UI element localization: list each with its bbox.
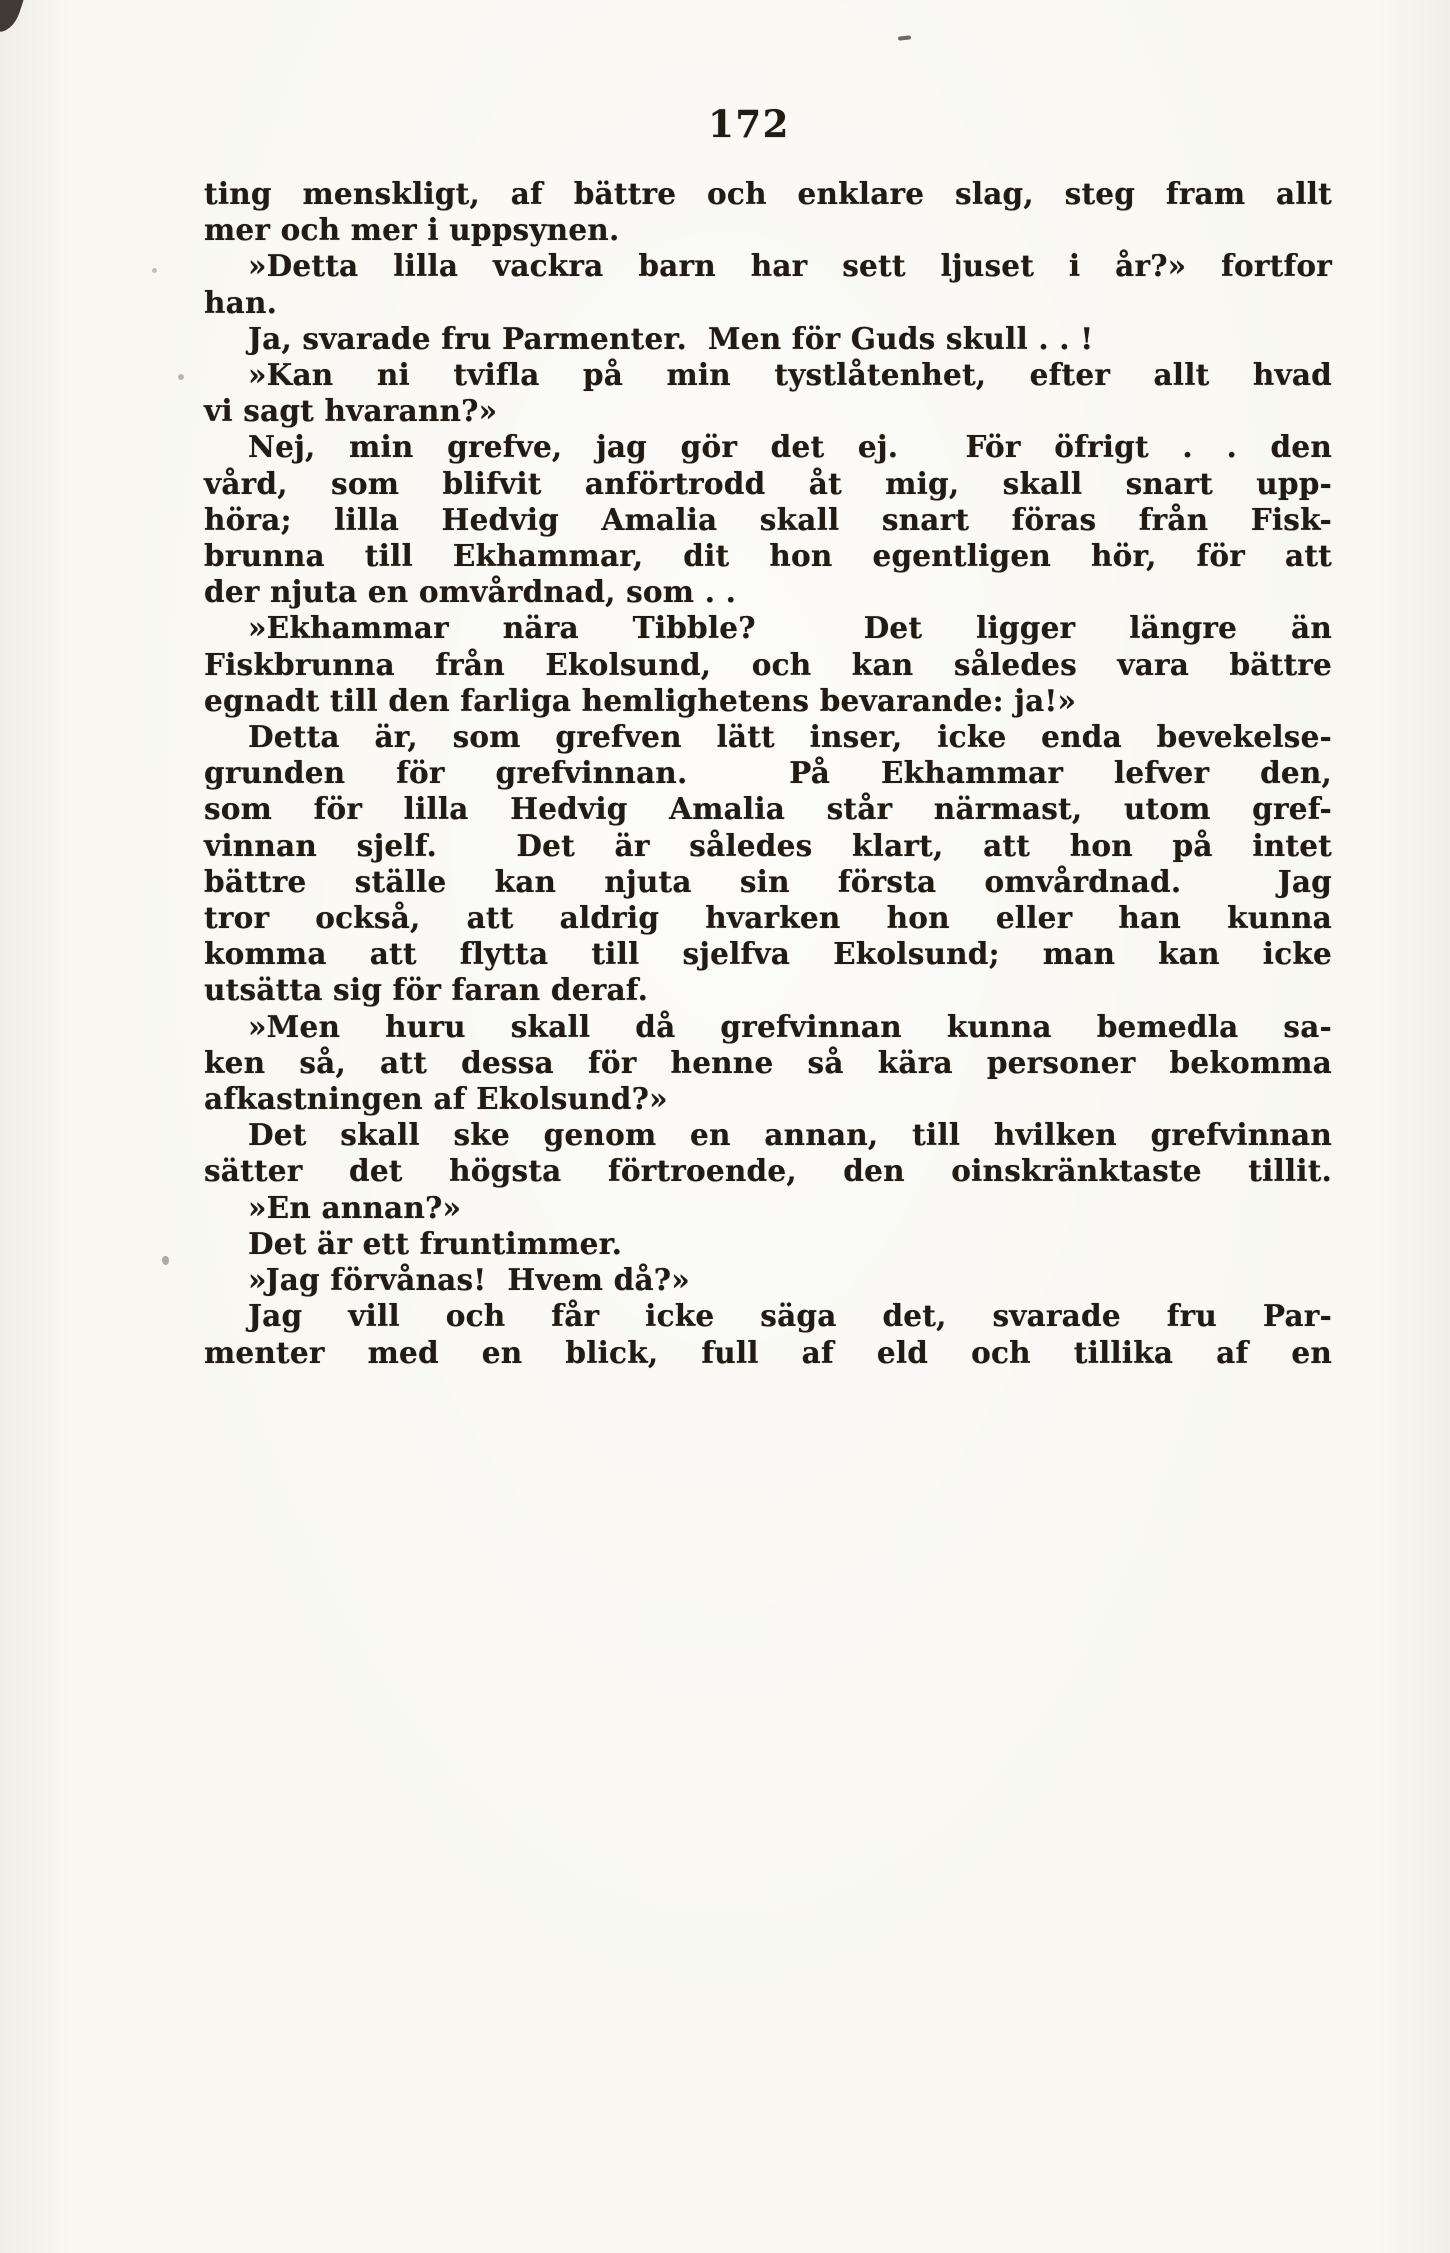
text-line: komma att flytta till sjelfva Ekolsund; man kan icke <box>204 936 1332 972</box>
scan-artifact <box>898 35 911 40</box>
text-block <box>204 176 1332 1371</box>
text-line: bättre ställe kan njuta sin första omvårdnad. Jag <box>204 863 1332 899</box>
text-line: som för lilla Hedvig Amalia står närmast, utom gref- <box>204 791 1332 827</box>
text-line: tror också, att aldrig hvarken hon eller han kunna <box>204 900 1332 936</box>
text-line: der njuta en omvårdnad, som . . <box>204 574 737 610</box>
text-line: Det är ett fruntimmer. <box>248 1225 623 1261</box>
text-line: ting menskligt, af bättre och enklare slag, steg fram allt <box>204 176 1332 211</box>
text-line: utsätta sig för faran deraf. <box>204 972 649 1008</box>
text-line: afkastningen af Ekolsund?» <box>204 1081 668 1117</box>
page-number: 172 <box>708 102 790 146</box>
text-line: »Kan ni tvifla på min tystlåtenhet, efter allt hvad <box>248 357 1332 393</box>
scan-artifact <box>162 1256 169 1265</box>
text-line: Jag vill och får icke säga det, svarade fru Par- <box>248 1298 1332 1334</box>
text-line: Detta är, som grefven lätt inser, icke enda bevekelse- <box>248 719 1332 755</box>
text-line: han. <box>204 284 278 320</box>
text-line: vi sagt hvarann?» <box>204 393 498 429</box>
text-line: »Detta lilla vackra barn har sett ljuset i år?» fortfor <box>248 248 1332 284</box>
text-line: »Jag förvånas! Hvem då?» <box>248 1262 690 1298</box>
text-line: ken så, att dessa för henne så kära personer bekomma <box>204 1044 1332 1080</box>
text-line: höra; lilla Hedvig Amalia skall snart föras från Fisk- <box>204 501 1332 537</box>
text-line: vinnan sjelf. Det är således klart, att hon på intet <box>204 827 1332 863</box>
text-line: brunna till Ekhammar, dit hon egentligen hör, för att <box>204 538 1332 574</box>
text-line: egnadt till den farliga hemlighetens bevarande: ja!» <box>204 682 1077 718</box>
text-line: Det skall ske genom en annan, till hvilken grefvinnan <box>248 1117 1332 1153</box>
text-line: »Men huru skall då grefvinnan kunna bemedla sa- <box>248 1008 1332 1044</box>
text-line: Nej, min grefve, jag gör det ej. För öfrigt . . den <box>248 429 1332 465</box>
scan-artifact <box>178 374 184 380</box>
text-line: mer och mer i uppsynen. <box>204 212 620 248</box>
text-line: Fiskbrunna från Ekolsund, och kan således vara bättre <box>204 646 1332 682</box>
text-line: Ja, svarade fru Parmenter. Men för Guds skull . . ! <box>248 320 1094 356</box>
text-line: »En annan?» <box>248 1189 462 1225</box>
text-line: »Ekhammar nära Tibble? Det ligger längre än <box>248 610 1332 646</box>
text-line: vård, som blifvit anförtrodd åt mig, skall snart upp- <box>204 465 1332 501</box>
text-line: grunden för grefvinnan. På Ekhammar lefver den, <box>204 755 1332 791</box>
text-line: sätter det högsta förtroende, den oinskränktaste tillit. <box>204 1153 1332 1189</box>
scan-artifact <box>152 268 157 273</box>
scan-artifact <box>0 0 25 36</box>
text-line: menter med en blick, full af eld och tillika af en <box>204 1334 1332 1370</box>
